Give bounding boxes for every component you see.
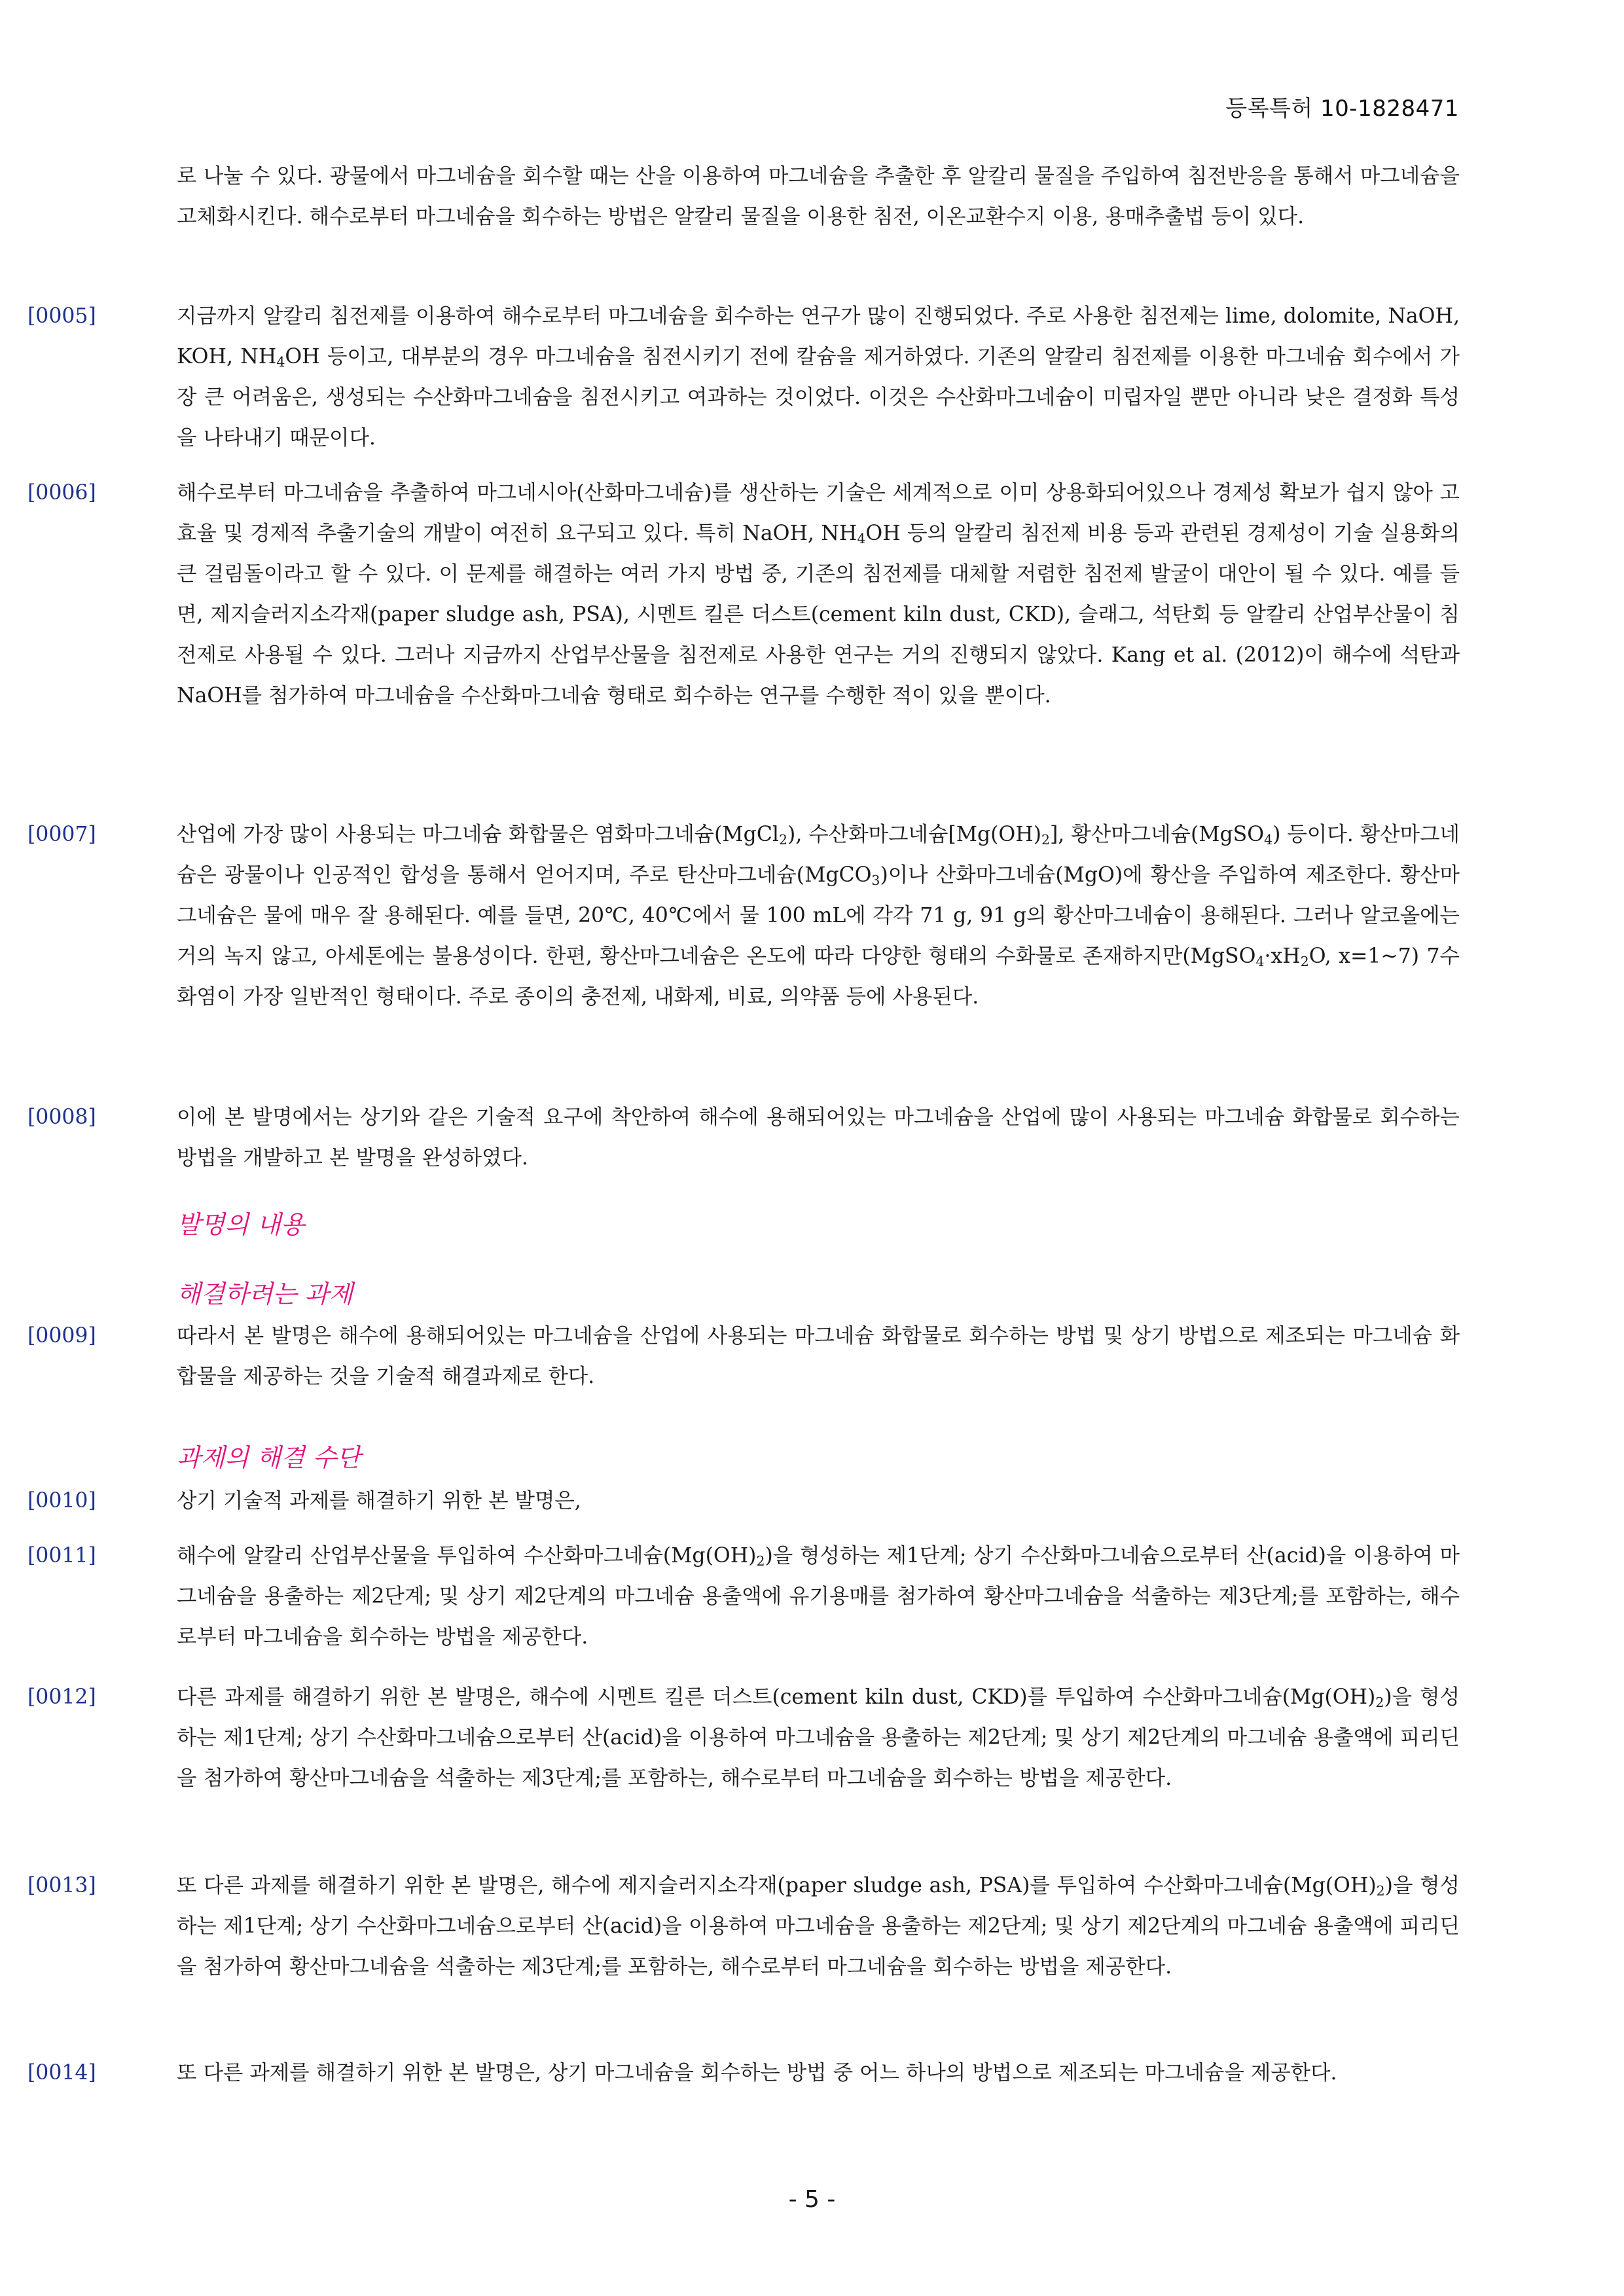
paragraph-number: [0012] (27, 1685, 96, 1709)
paragraph-number: [0014] (27, 2061, 96, 2085)
section-heading: 발명의 내용 (177, 1210, 305, 1239)
paragraph-0007: 산업에 가장 많이 사용되는 마그네슘 화합물은 염화마그네슘(MgCl$_2$), 수산화마그네슘$[Mg(OH)_2]$, 황산마그네슘(MgSO$_4$) 등이다. 황산마그네슘은 광물이나 인공적인 합성을 통해서 얻어지며, 주로 탄산마그네슘(MgCO$_3$)이나 산화마그네슘(MgO)에 황산을 주입하여 제조한다. 황산마그네슘은 물에 매우 잘 용해된다. 예를 들면, 20℃, 40℃에서 물 100 mL에 각각 71 g, 91 g의 황산마그네슘이 용해된다. 그러나 알코올에는 거의 녹지 않고, 아세톤에는 불용성이다. 한편, 황산마그네슘은 온도에 따라 다양한 형태의 수화물로 존재하지만($MgSO_4\cdot xH_2O$, x=1~7) 7수화염이 가장 일반적인 형태이다. 주로 종이의 충전제, 내화제, 비료, 의약품 등에 사용된다. (177, 823, 1460, 1009)
paragraph-number: [0009] (27, 1324, 96, 1348)
paragraph-0011: 해수에 알칼리 산업부산물을 투입하여 수산화마그네슘$(Mg(OH)_2)$을 형성하는 제1단계; 상기 수산화마그네슘으로부터 산(acid)을 이용하여 마그네슘을 용출하는 제2단계; 및 상기 제2단계의 마그네슘 용출액에 유기용매를 첨가하여 황산마그네슘을 석출하는 제3단계;를 포함하는, 해수로부터 마그네슘을 회수하는 방법을 제공한다. (177, 1544, 1460, 1649)
paragraph-number: [0013] (27, 1874, 96, 1897)
paragraph-number: [0005] (27, 304, 96, 328)
subsection-heading: 과제의 해결 수단 (177, 1443, 361, 1472)
paragraph-0009: 따라서 본 발명은 해수에 용해되어있는 마그네슘을 산업에 사용되는 마그네슘 화합물로 회수하는 방법 및 상기 방법으로 제조되는 마그네슘 화합물을 제공하는 것을 기술적 해결과제로 한다. (177, 1324, 1460, 1388)
paragraph-number: [0011] (27, 1544, 96, 1568)
paragraph-number: [0006] (27, 481, 96, 505)
paragraph-0008: 이에 본 발명에서는 상기와 같은 기술적 요구에 착안하여 해수에 용해되어있는 마그네슘을 산업에 많이 사용되는 마그네슘 화합물로 회수하는 방법을 개발하고 본 발명을 완성하였다. (177, 1105, 1460, 1170)
paragraph-number: [0010] (27, 1489, 96, 1513)
paragraph-0013: 또 다른 과제를 해결하기 위한 본 발명은, 해수에 제지슬러지소각재(paper sludge ash, PSA)를 투입하여 수산화마그네슘$(Mg(OH)_2)$을 형성하는 제1단계; 상기 수산화마그네슘으로부터 산(acid)을 이용하여 마그네슘을 용출하는 제2단계; 및 상기 제2단계의 마그네슘 용출액에 피리딘을 첨가하여 황산마그네슘을 석출하는 제3단계;를 포함하는, 해수로부터 마그네슘을 회수하는 방법을 제공한다. (177, 1874, 1460, 1979)
page-number: - 5 - (788, 2186, 836, 2213)
paragraph-0012: 다른 과제를 해결하기 위한 본 발명은, 해수에 시멘트 킬른 더스트(cement kiln dust, CKD)를 투입하여 수산화마그네슘$(Mg(OH)_2)$을 형성하는 제1단계; 상기 수산화마그네슘으로부터 산(acid)을 이용하여 마그네슘을 용출하는 제2단계; 및 상기 제2단계의 마그네슘 용출액에 피리딘을 첨가하여 황산마그네슘을 석출하는 제3단계;를 포함하는, 해수로부터 마그네슘을 회수하는 방법을 제공한다. (177, 1685, 1460, 1790)
paragraph-0006: 해수로부터 마그네슘을 추출하여 마그네시아(산화마그네슘)를 생산하는 기술은 세계적으로 이미 상용화되어있으나 경제성 확보가 쉽지 않아 고효율 및 경제적 추출기술의 개발이 여전히 요구되고 있다. 특히 NaOH, $NH_4OH$ 등의 알칼리 침전제 비용 등과 관련된 경제성이 기술 실용화의 큰 걸림돌이라고 할 수 있다. 이 문제를 해결하는 여러 가지 방법 중, 기존의 침전제를 대체할 저렴한 침전제 발굴이 대안이 될 수 있다. 예를 들면, 제지슬러지소각재(paper sludge ash, PSA), 시멘트 킬른 더스트(cement kiln dust, CKD), 슬래그, 석탄회 등 알칼리 산업부산물이 침전제로 사용될 수 있다. 그러나 지금까지 산업부산물을 침전제로 사용한 연구는 거의 진행되지 않았다. Kang et al. (2012)이 해수에 석탄과 NaOH를 첨가하여 마그네슘을 수산화마그네슘 형태로 회수하는 연구를 수행한 적이 있을 뿐이다. (177, 481, 1460, 708)
paragraph-number: [0007] (27, 823, 96, 846)
paragraph-number: [0008] (27, 1105, 96, 1129)
paragraph-0014: 또 다른 과제를 해결하기 위한 본 발명은, 상기 마그네슘을 회수하는 방법 중 어느 하나의 방법으로 제조되는 마그네슘을 제공한다. (177, 2061, 1337, 2085)
page-header: 등록특허 10-1828471 (1225, 96, 1459, 122)
continuation-paragraph: 로 나눌 수 있다. 광물에서 마그네슘을 회수할 때는 산을 이용하여 마그네슘을 추출한 후 알칼리 물질을 주입하여 침전반응을 통해서 마그네슘을 고체화시킨다. 해수로부터 마그네슘을 회수하는 방법은 알칼리 물질을 이용한 침전, 이온교환수지 이용, 용매추출법 등이 있다. (177, 164, 1460, 228)
paragraph-0010: 상기 기술적 과제를 해결하기 위한 본 발명은, (177, 1489, 581, 1513)
paragraph-0005: 지금까지 알칼리 침전제를 이용하여 해수로부터 마그네슘을 회수하는 연구가 많이 진행되었다. 주로 사용한 침전제는 lime, dolomite, NaOH, KOH, $NH_4OH$ 등이고, 대부분의 경우 마그네슘을 침전시키기 전에 칼슘을 제거하였다. 기존의 알칼리 침전제를 이용한 마그네슘 회수에서 가장 큰 어려움은, 생성되는 수산화마그네슘을 침전시키고 여과하는 것이었다. 이것은 수산화마그네슘이 미립자일 뿐만 아니라 낮은 결정화 특성을 나타내기 때문이다. (177, 304, 1460, 450)
subsection-heading: 해결하려는 과제 (177, 1280, 353, 1308)
